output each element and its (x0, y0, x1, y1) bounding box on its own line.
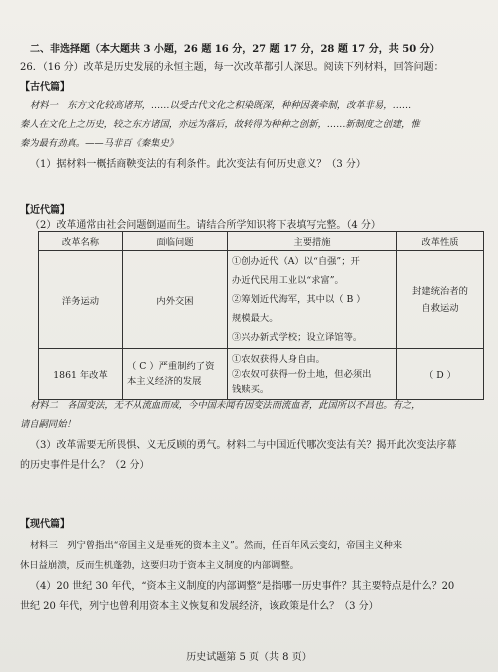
header-nature: 改革性质 (397, 232, 484, 251)
nature-line: 自救运动 (421, 302, 459, 314)
measure-line: 钱赎买。 (232, 383, 270, 395)
measure-line: ③兴办新式学校；设立译馆等。 (232, 332, 363, 343)
question-4-line-1: （4）20 世纪 30 年代，“资本主义制度的内部调整”是指哪一历史事件？其主要特点是什么？20 (30, 581, 455, 592)
question-2: （2）改革通常由社会问题倒逼而生。请结合所学知识将下表填写完整。（4 分） (30, 220, 381, 231)
question-1: （1）据材料一概括商鞅变法的有利条件。此次变法有何历史意义？（3 分） (30, 159, 366, 170)
cell-reform-name: 洋务运动 (39, 251, 123, 349)
measure-line: ①创办近代（A）以“自强”；开 (232, 256, 360, 267)
problem-line: 本主义经济的发展 (127, 376, 202, 387)
measure-line: ②筹划近代海军，其中以（ B ） (232, 294, 366, 305)
measure-line: 规模最大。 (232, 313, 279, 324)
table-row (39, 349, 484, 400)
question-3-line-2: 的历史事件是什么？（2 分） (20, 460, 150, 471)
cell-nature: （ D ） (397, 349, 484, 400)
material-1-line-1: 材料一 东方文化较高诸邦，……以受古代文化之积染既深，种种因袭牵制，改革非易，…… (30, 100, 412, 111)
header-reform-name: 改革名称 (39, 232, 123, 251)
material-2-line-1: 材料二 各国变法，无不从流血而成，今中国未闻有因变法而流血者，此国所以不昌也。有之， (30, 400, 421, 411)
page-footer: 历史试题第 5 页（共 8 页） (186, 652, 312, 663)
contemporary-heading: 【现代篇】 (20, 519, 70, 530)
section-title: 二、非选择题（本大题共 3 小题，26 题 16 分，27 题 17 分，28 题 17 分，共 50 分） (30, 44, 440, 55)
header-problem: 面临问题 (123, 232, 228, 251)
cell-nature (397, 251, 484, 349)
question-26-intro: 26．（16 分）改革是历史发展的永恒主题，每一次改革都引人深思。阅读下列材料，回答问题： (20, 62, 444, 73)
measure-line: ②农奴可获得一份土地，但必须出 (232, 368, 372, 380)
material-3-line-1: 材料三 列宁曾指出“帝国主义是垂死的资本主义”。然而，任百年风云变幻，帝国主义种来 (30, 540, 403, 551)
nature-line: 封建统治者的 (412, 285, 468, 297)
problem-line: （ C ）严重制约了资 (127, 361, 215, 372)
table-row (39, 251, 484, 349)
cell-problem (123, 349, 228, 400)
modern-heading: 【近代篇】 (20, 205, 70, 216)
material-2-line-2: 请自嗣同始！ (20, 419, 76, 430)
reform-table (38, 231, 484, 400)
cell-measures (228, 349, 397, 400)
question-3-line-1: （3）改革需要无所畏惧、义无反顾的勇气。材料二与中国近代哪次变法有关？揭开此次变法序幕 (30, 440, 457, 451)
measure-line: 办近代民用工业以“求富”。 (232, 275, 344, 286)
table-header-row (39, 232, 484, 251)
cell-problem: 内外交困 (123, 251, 228, 349)
measure-line: ①农奴获得人身自由。 (232, 353, 325, 365)
material-1-line-2: 秦人在文化上之历史，较之东方诸国，亦远为落后，故转得为种种之创新，……新制度之创建，惟 (20, 119, 420, 130)
header-measures: 主要措施 (228, 232, 397, 251)
question-4-line-2: 世纪 20 年代，列宁也曾利用资本主义恢复和发展经济，该政策是什么？（3 分） (20, 601, 379, 612)
cell-measures (228, 251, 397, 349)
material-1-line-3: 秦为最有劲真。——马非百《秦集史》 (20, 138, 179, 149)
material-3-line-2: 休日益崩溃，反而生机蓬勃，这要归功于资本主义制度的内部调整。 (20, 560, 299, 571)
ancient-heading: 【古代篇】 (20, 82, 70, 93)
cell-reform-name: 1861 年改革 (39, 349, 123, 400)
